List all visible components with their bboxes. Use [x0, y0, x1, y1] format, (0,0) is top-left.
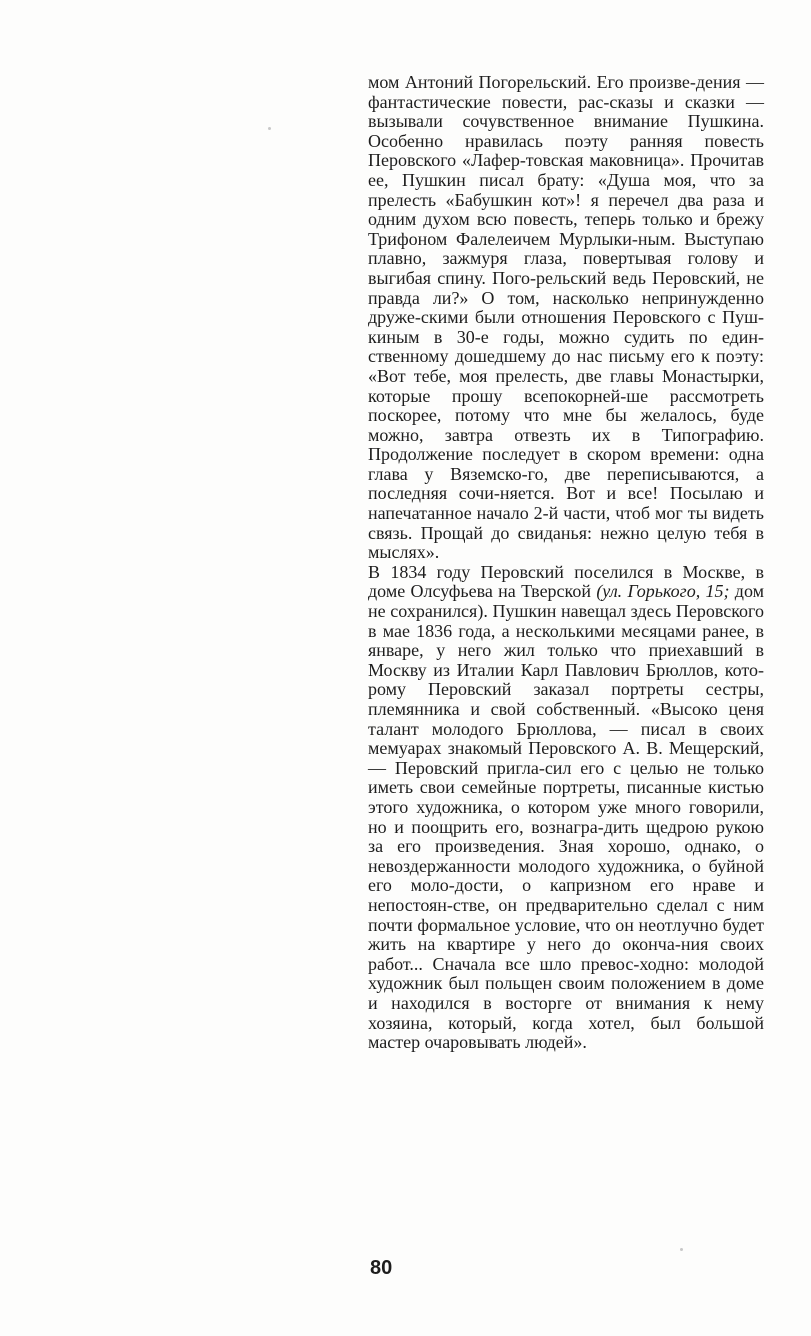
paper-speck: [268, 127, 271, 130]
paragraph-2-start: В 1834 году Перовский поселился в Москве, в доме Олсуфьева на Тверской: [368, 561, 764, 602]
paragraph-2-rest: дом не сохранился). Пушкин навещал здесь Перовского в мае 1836 года, а несколькими месяцами ранее, в январе, у него жил только что приехавший в Москву из Италии Карл Павлович Брюллов, кото-рому Перовский заказал портреты сестры, племянника и свой собственный. «Высоко ценя талант молодого Брюллова, — писал в своих мемуарах знакомый Перовского А. В. Мещерский, — Перовский пригла-сил его с целью не только иметь свои семейные портреты, писанные кистью этого художника, о котором уже много говорили, но и поощрить его, вознагра-дить щедрою рукою за его произведения. Зная хорошо, однако, о невоздержанности молодого художника, о буйной его моло-дости, о капризном его нраве и непостоян-стве, он предварительно сделал с ним почти формальное условие, что он неотлучно будет жить на квартире у него до оконча-ния своих работ... Сначала все шло превос-ходно: молодой художник был польщен своим положением в доме и находился в восторге от внимания к нему хозяина, который, когда хотел, был большой мастер очаровывать людей».: [368, 581, 764, 1053]
paragraph-1: мом Антоний Погорельский. Его произве-дения — фантастические повести, рас-сказы и сказки — вызывали сочувственное внимание Пушкина. Особенно нравилась поэту ранняя повесть Перовского «Лафер-товская маковница». Прочитав ее, Пушкин писал брату: «Душа моя, что за прелесть «Бабушкин кот»! я перечел два раза и одним духом всю повесть, теперь только и брежу Трифоном Фалелеичем Мурлыки-ным. Выступаю плавно, зажмуря глаза, повертывая голову и выгибая спину. Пого-рельский ведь Перовский, не правда ли?» О том, насколько непринужденно друже-скими были отношения Перовского с Пуш-киным в 30-е годы, можно судить по един-ственному дошедшему до нас письму его к поэту: «Вот тебе, моя прелесть, две главы Монастырки, которые прошу всепокорней-ше рассмотреть поскорее, потому что мне бы желалось, буде можно, завтра отвезть их в Типографию. Продолжение последует в скором времени: одна глава у Вяземско-го, две переписываются, а последняя сочи-няется. Вот и все! Посылаю и напечатанное начало 2-й части, чтоб мог ты видеть связь. Прощай до свиданья: нежно целую тебя в мыслях».: [368, 72, 764, 563]
page-number: 80: [370, 1257, 393, 1279]
paragraph-2-address: (ул. Горького, 15;: [596, 581, 730, 602]
paper-speck: [680, 1248, 683, 1251]
paragraph-2: [368, 563, 764, 1053]
text-column: [368, 73, 764, 1053]
